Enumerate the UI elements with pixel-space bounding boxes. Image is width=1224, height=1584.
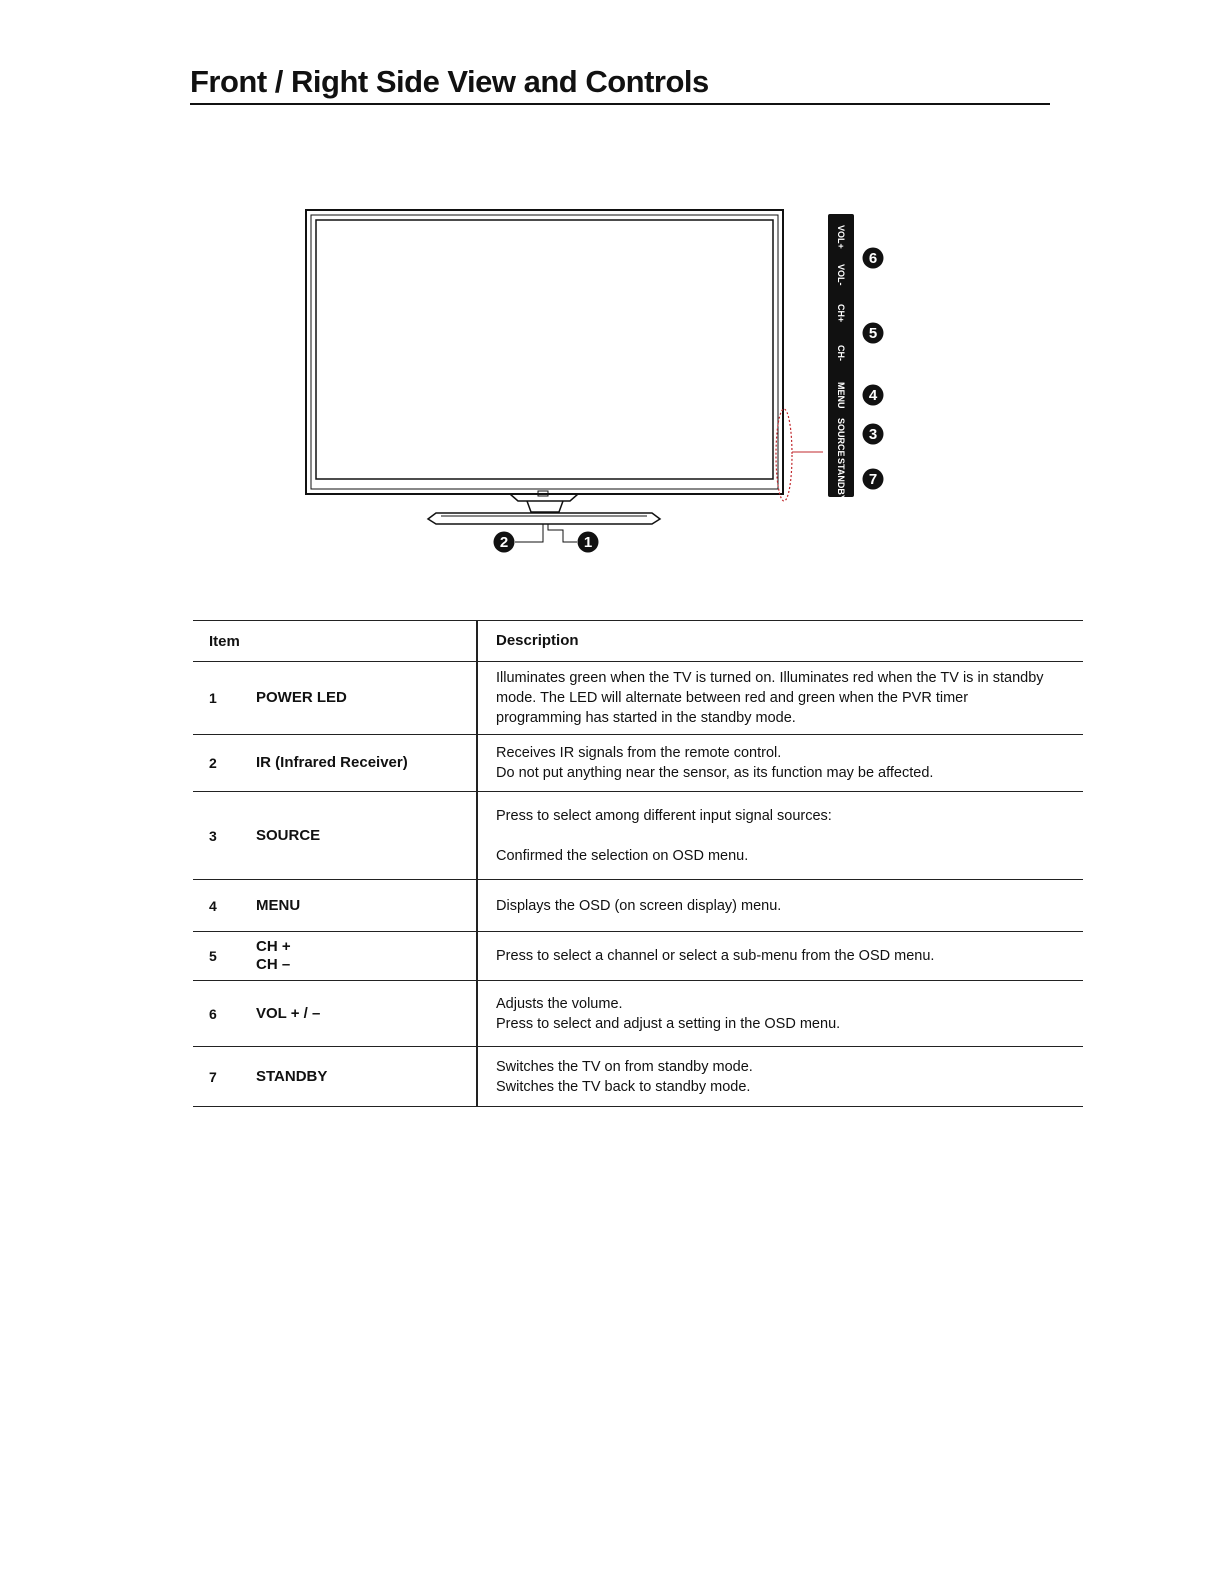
description-line: Receives IR signals from the remote control. bbox=[496, 745, 782, 761]
description-line: Switches the TV on from standby mode. bbox=[496, 1058, 753, 1075]
description-line: mode. The LED will alternate between red and green when the PVR timer bbox=[496, 690, 969, 706]
item-name-line: MENU bbox=[256, 896, 301, 914]
panel-label-vol-minus: VOL- bbox=[836, 264, 846, 286]
svg-text:5: 5 bbox=[868, 325, 878, 342]
panel-label-ch-minus: CH- bbox=[836, 345, 846, 361]
table-row bbox=[193, 1047, 1083, 1107]
svg-text:6: 6 bbox=[868, 250, 878, 267]
item-name-line: STANDBY bbox=[256, 1067, 328, 1085]
description-cell bbox=[477, 1047, 1083, 1107]
svg-text:2: 2 bbox=[499, 534, 509, 551]
description-line: Press to select a channel or select a sub-menu from the OSD menu. bbox=[496, 948, 935, 964]
callout-5 bbox=[863, 323, 884, 344]
item-name bbox=[256, 754, 408, 772]
description-line: programming has started in the standby mode. bbox=[496, 710, 796, 726]
item-number: 5 bbox=[209, 948, 217, 964]
description-cell bbox=[477, 662, 1083, 735]
tv-diagram bbox=[0, 0, 1224, 600]
description-line: Confirmed the selection on OSD menu. bbox=[496, 847, 749, 864]
controls-table bbox=[193, 620, 1083, 1107]
item-number: 1 bbox=[209, 690, 217, 706]
panel-label-ch-plus: CH+ bbox=[836, 304, 846, 323]
table-row bbox=[193, 662, 1083, 735]
tv-illustration bbox=[306, 210, 783, 542]
table-row bbox=[193, 880, 1083, 932]
item-number: 2 bbox=[209, 755, 217, 771]
panel-label-vol-plus: VOL+ bbox=[836, 225, 846, 249]
svg-text:3: 3 bbox=[868, 426, 878, 443]
panel-label-standby: STANDBY bbox=[836, 458, 846, 501]
item-number: 3 bbox=[209, 827, 217, 844]
item-name bbox=[256, 827, 320, 845]
callout-7 bbox=[863, 469, 884, 490]
panel-label-source: SOURCE bbox=[836, 418, 846, 457]
description-line: Press to select and adjust a setting in the OSD menu. bbox=[496, 1015, 841, 1032]
svg-text:4: 4 bbox=[868, 387, 878, 404]
table-header-row bbox=[193, 621, 1083, 662]
item-number: 4 bbox=[209, 897, 217, 914]
table-row bbox=[193, 792, 1083, 880]
description-line: Adjusts the volume. bbox=[496, 995, 623, 1012]
callout-3 bbox=[863, 424, 884, 445]
item-name-line: CH – bbox=[256, 956, 291, 973]
item-name bbox=[256, 1068, 327, 1086]
description-cell bbox=[477, 932, 1083, 981]
panel-label-menu: MENU bbox=[836, 382, 846, 409]
item-cell bbox=[193, 662, 477, 735]
item-name bbox=[256, 897, 300, 915]
description-cell bbox=[477, 981, 1083, 1047]
item-name bbox=[256, 1005, 320, 1023]
item-name bbox=[256, 689, 347, 707]
description-cell bbox=[477, 880, 1083, 932]
callout-6 bbox=[863, 248, 884, 269]
item-number: 7 bbox=[209, 1068, 217, 1085]
callout-4 bbox=[863, 385, 884, 406]
table-row bbox=[193, 735, 1083, 792]
description-line: Switches the TV back to standby mode. bbox=[496, 1078, 751, 1095]
item-cell bbox=[193, 981, 477, 1047]
callout-2 bbox=[494, 532, 515, 553]
item-name-line: VOL + / – bbox=[256, 1004, 321, 1022]
item-cell bbox=[193, 735, 477, 792]
table-row bbox=[193, 981, 1083, 1047]
item-name-line: POWER LED bbox=[256, 689, 347, 706]
table-row bbox=[193, 932, 1083, 981]
callout-1 bbox=[578, 532, 599, 553]
table-body bbox=[193, 662, 1083, 1107]
item-cell bbox=[193, 880, 477, 932]
item-cell bbox=[193, 792, 477, 880]
description-line bbox=[496, 826, 1083, 846]
item-name-line: IR (Infrared Receiver) bbox=[256, 754, 408, 771]
item-cell bbox=[193, 1047, 477, 1107]
svg-text:7: 7 bbox=[868, 471, 878, 488]
description-cell bbox=[477, 735, 1083, 792]
header-item: Item bbox=[193, 621, 477, 662]
description-line: Displays the OSD (on screen display) menu. bbox=[496, 897, 782, 914]
description-line: Press to select among different input signal sources: bbox=[496, 807, 832, 824]
svg-text:1: 1 bbox=[583, 534, 593, 551]
item-name bbox=[256, 938, 291, 974]
description-line: Do not put anything near the sensor, as its function may be affected. bbox=[496, 765, 934, 781]
item-number: 6 bbox=[209, 1005, 217, 1022]
description-line: Illuminates green when the TV is turned on. Illuminates red when the TV is in standby bbox=[496, 670, 1044, 686]
header-description: Description bbox=[477, 621, 1083, 662]
item-name-line: CH + bbox=[256, 938, 291, 955]
page-title: Front / Right Side View and Controls bbox=[190, 64, 1050, 105]
item-cell bbox=[193, 932, 477, 981]
description-cell bbox=[477, 792, 1083, 880]
item-name-line: SOURCE bbox=[256, 826, 321, 844]
